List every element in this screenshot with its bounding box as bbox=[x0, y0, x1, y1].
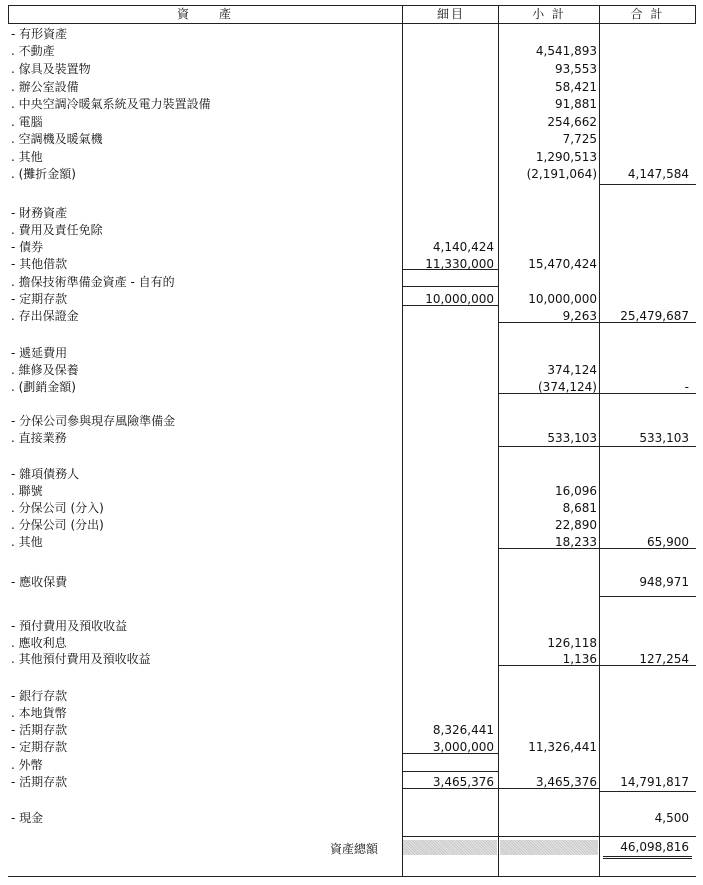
bottom-rule bbox=[8, 876, 696, 877]
row-label: . 其他 bbox=[11, 150, 43, 164]
row-label: . 費用及責任免除 bbox=[11, 223, 103, 237]
row-label: - 財務資產 bbox=[11, 206, 68, 220]
row-subtotal-value: 4,541,893 bbox=[535, 44, 597, 58]
row-label: - 雜項債務人 bbox=[11, 467, 80, 481]
top-rule bbox=[8, 5, 696, 6]
total-col-rule bbox=[599, 5, 600, 877]
row-subtotal-value: 18,233 bbox=[555, 535, 597, 549]
row-subtotal-value: 7,725 bbox=[562, 132, 597, 146]
row-label: . (劃銷金額) bbox=[11, 380, 76, 394]
row-label: . 其他 bbox=[11, 535, 43, 549]
sep-reinsurance-total bbox=[599, 446, 696, 447]
row-label: . (攤折金額) bbox=[11, 167, 76, 181]
row-label: . 本地貨幣 bbox=[11, 706, 67, 720]
sep-cash bbox=[402, 836, 696, 837]
header-rule bbox=[8, 23, 696, 24]
sep-foreign-detail-top bbox=[402, 771, 499, 772]
row-label: - 銀行存款 bbox=[11, 689, 68, 703]
row-total-value: 948,971 bbox=[639, 575, 689, 589]
row-label: . 聯號 bbox=[11, 484, 43, 498]
row-subtotal-value: 16,096 bbox=[555, 484, 597, 498]
double-rule-1 bbox=[603, 856, 692, 857]
sep-reinsurance bbox=[498, 446, 600, 447]
sep-deferred-total bbox=[599, 393, 696, 394]
row-subtotal-value: 10,000,000 bbox=[528, 292, 597, 306]
row-label: - 活期存款 bbox=[11, 775, 68, 789]
row-subtotal-value: 533,103 bbox=[547, 431, 597, 445]
row-label: . 外幣 bbox=[11, 758, 43, 772]
sep-premium-total bbox=[599, 596, 696, 597]
row-subtotal-value: (2,191,064) bbox=[526, 167, 597, 181]
row-total-value: 25,479,687 bbox=[620, 309, 689, 323]
right-rule bbox=[695, 5, 696, 23]
left-rule bbox=[8, 5, 9, 23]
header-assets: 資 產 bbox=[176, 7, 233, 21]
sep-deposit-detail bbox=[402, 286, 499, 287]
shaded-detail-cell bbox=[403, 840, 497, 855]
row-subtotal-value: 15,470,424 bbox=[528, 257, 597, 271]
row-detail-value: 4,140,424 bbox=[432, 240, 494, 254]
row-label: . 分保公司 (分出) bbox=[11, 518, 104, 532]
header-total: 合 計 bbox=[630, 7, 665, 21]
row-subtotal-value: 1,136 bbox=[562, 652, 597, 666]
detail-col-rule bbox=[402, 5, 403, 877]
shaded-subtotal-cell bbox=[500, 840, 598, 855]
row-subtotal-value: 1,290,513 bbox=[535, 150, 597, 164]
row-label: - 其他借款 bbox=[11, 257, 68, 271]
row-total-value: 14,791,817 bbox=[620, 775, 689, 789]
row-label: . 擔保技術準備金資產 - 自有的 bbox=[11, 275, 175, 289]
total-assets-label: 資產總額 bbox=[330, 842, 379, 856]
row-subtotal-value: (374,124) bbox=[538, 380, 597, 394]
row-label: . 辦公室設備 bbox=[11, 80, 79, 94]
row-label: . 中央空調冷暖氣系統及電力裝置設備 bbox=[11, 97, 211, 111]
row-detail-value: 3,000,000 bbox=[432, 740, 494, 754]
row-total-value: 65,900 bbox=[647, 535, 689, 549]
row-label: . 不動產 bbox=[11, 44, 55, 58]
row-label: . 維修及保養 bbox=[11, 363, 79, 377]
row-label: - 定期存款 bbox=[11, 740, 68, 754]
subtotal-col-rule bbox=[498, 5, 499, 877]
header-detail: 細目 bbox=[436, 7, 465, 21]
row-label: - 遞延費用 bbox=[11, 346, 68, 360]
total-assets-value: 46,098,816 bbox=[620, 840, 689, 854]
double-rule-2 bbox=[603, 858, 692, 859]
row-label: . 應收利息 bbox=[11, 636, 67, 650]
row-subtotal-value: 93,553 bbox=[555, 62, 597, 76]
header-subtotal: 小 計 bbox=[532, 7, 566, 21]
row-label: . 分保公司 (分入) bbox=[11, 501, 104, 515]
row-label: - 定期存款 bbox=[11, 292, 68, 306]
row-subtotal-value: 9,263 bbox=[562, 309, 597, 323]
row-label: - 現金 bbox=[11, 811, 44, 825]
row-subtotal-value: 22,890 bbox=[555, 518, 597, 532]
row-subtotal-value: 3,465,376 bbox=[535, 775, 597, 789]
row-detail-value: 3,465,376 bbox=[432, 775, 494, 789]
row-label: - 債券 bbox=[11, 240, 44, 254]
row-total-value: 4,500 bbox=[654, 811, 689, 825]
row-label: - 應收保費 bbox=[11, 575, 68, 589]
row-label: - 活期存款 bbox=[11, 723, 68, 737]
sep-bank-total bbox=[599, 791, 696, 792]
row-total-value: - bbox=[684, 380, 689, 394]
row-total-value: 127,254 bbox=[639, 652, 689, 666]
row-label: . 傢具及裝置物 bbox=[11, 62, 91, 76]
sep-tangible bbox=[599, 184, 696, 185]
row-label: . 存出保證金 bbox=[11, 309, 79, 323]
row-detail-value: 8,326,441 bbox=[432, 723, 494, 737]
row-detail-value: 10,000,000 bbox=[425, 292, 494, 306]
row-total-value: 533,103 bbox=[639, 431, 689, 445]
row-label: . 空調機及暖氣機 bbox=[11, 132, 103, 146]
row-label: - 分保公司參與現存風險準備金 bbox=[11, 414, 176, 428]
row-label: . 直接業務 bbox=[11, 431, 67, 445]
row-detail-value: 11,330,000 bbox=[425, 257, 494, 271]
row-label: . 其他預付費用及預收收益 bbox=[11, 652, 151, 666]
row-subtotal-value: 374,124 bbox=[547, 363, 597, 377]
row-subtotal-value: 254,662 bbox=[547, 115, 597, 129]
row-subtotal-value: 126,118 bbox=[547, 636, 597, 650]
row-label: - 預付費用及預收收益 bbox=[11, 619, 128, 633]
row-label: - 有形資產 bbox=[11, 27, 68, 41]
row-subtotal-value: 58,421 bbox=[555, 80, 597, 94]
row-total-value: 4,147,584 bbox=[627, 167, 689, 181]
row-subtotal-value: 91,881 bbox=[555, 97, 597, 111]
row-subtotal-value: 11,326,441 bbox=[528, 740, 597, 754]
row-label: . 電腦 bbox=[11, 115, 43, 129]
row-subtotal-value: 8,681 bbox=[562, 501, 597, 515]
